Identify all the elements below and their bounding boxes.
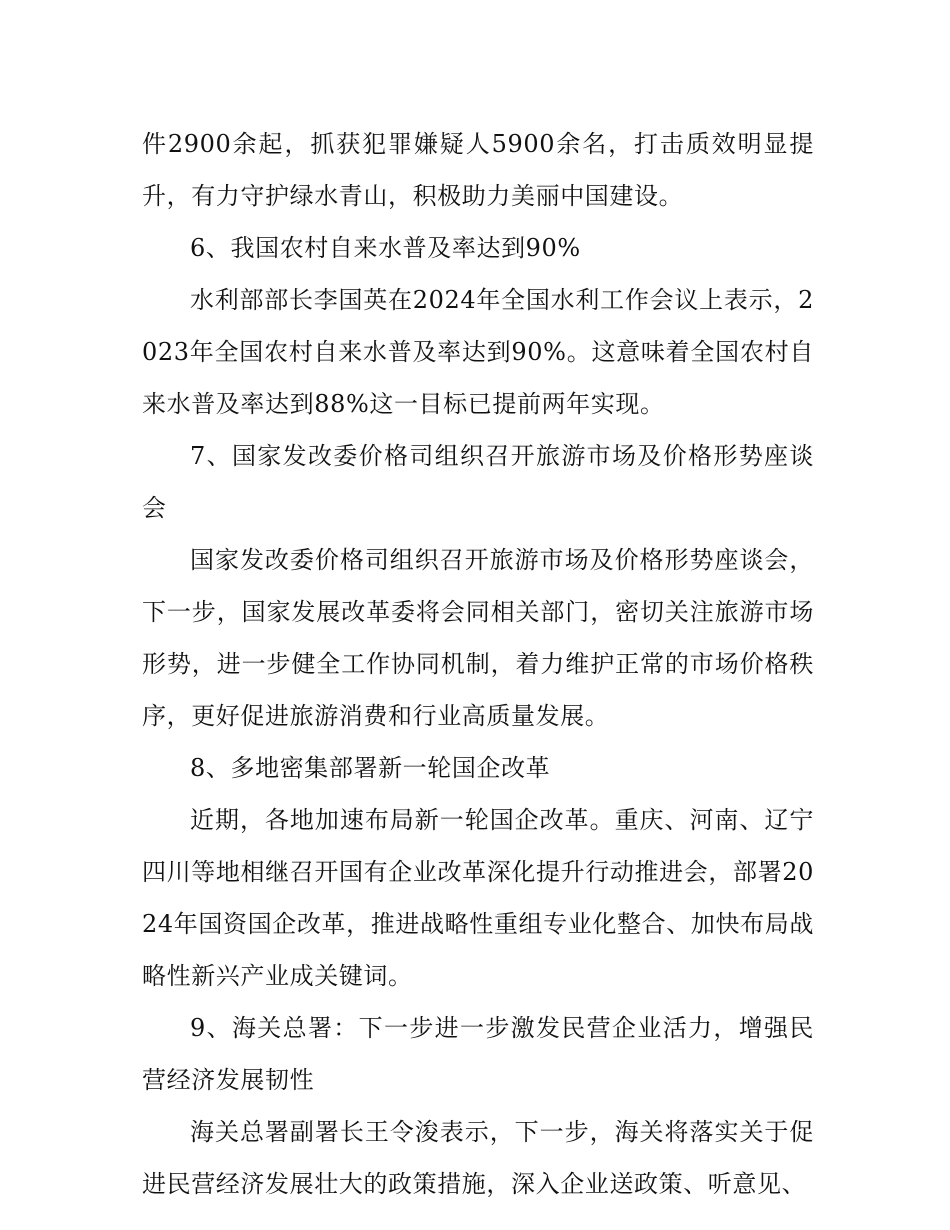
paragraph-7: 国家发改委价格司组织召开旅游市场及价格形势座谈会，下一步，国家发展改革委将会同相关部门，密切关注旅游市场形势，进一步健全工作协同机制，着力维护正常的市场价格秩序，更好促进旅游消费和行业高质量发展。 <box>142 546 814 730</box>
section-heading-6: 6、我国农村自来水普及率达到90% <box>190 234 581 262</box>
paragraph-8: 近期，各地加速布局新一轮国企改革。重庆、河南、辽宁四川等地相继召开国有企业改革深化提升行动推进会，部署2024年国资国企改革，推进战略性重组专业化整合、加快布局战略性新兴产业成关键词。 <box>142 806 814 990</box>
document-page <box>142 118 814 1210</box>
paragraph-9: 海关总署副署长王令浚表示，下一步，海关将落实关于促进民营经济发展壮大的政策措施，深入企业送政策、听意见、 <box>142 1118 814 1198</box>
paragraph-6: 水利部部长李国英在2024年全国水利工作会议上表示，2023年全国农村自来水普及率达到90%。这意味着全国农村自来水普及率达到88%这一目标已提前两年实现。 <box>142 286 814 418</box>
paragraph-continued: 件2900余起，抓获犯罪嫌疑人5900余名，打击质效明显提升，有力守护绿水青山，积极助力美丽中国建设。 <box>142 130 814 210</box>
section-heading-7: 7、国家发改委价格司组织召开旅游市场及价格形势座谈会 <box>142 442 814 522</box>
section-heading-9: 9、海关总署：下一步进一步激发民营企业活力，增强民营经济发展韧性 <box>142 1014 814 1094</box>
section-heading-8: 8、多地密集部署新一轮国企改革 <box>190 754 551 782</box>
